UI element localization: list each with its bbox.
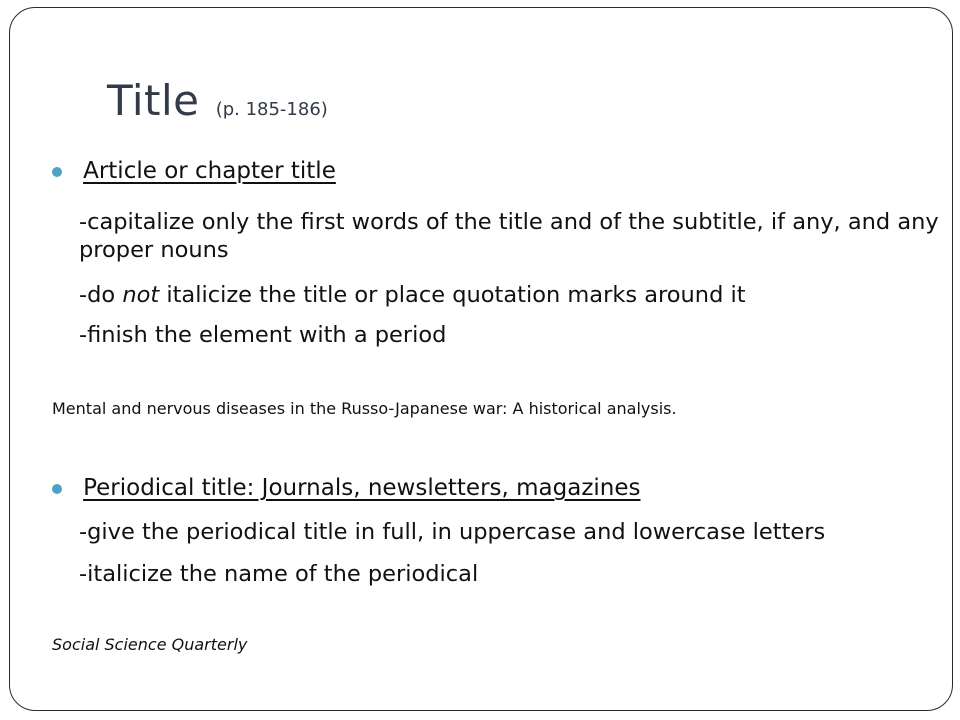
example-periodical-title: Social Science Quarterly bbox=[52, 635, 248, 654]
example-article-title: Mental and nervous diseases in the Russo-Japanese war: A historical analysis. bbox=[52, 399, 677, 418]
rule-no-italics-post: italicize the title or place quotation marks around it bbox=[159, 282, 746, 308]
title-main: Title bbox=[107, 76, 200, 125]
bullet-heading: Article or chapter title bbox=[83, 158, 336, 184]
rule-no-italics-emphasis: not bbox=[122, 282, 160, 308]
rule-full-title: -give the periodical title in full, in uppercase and lowercase letters bbox=[79, 519, 826, 545]
bullet-dot-icon bbox=[52, 167, 62, 177]
rule-capitalize: -capitalize only the first words of the title and of the subtitle, if any, and any proper nouns bbox=[79, 209, 939, 263]
bullet-dot-icon bbox=[52, 484, 62, 494]
rule-no-italics bbox=[79, 281, 746, 309]
title-page-range: (p. 185-186) bbox=[215, 99, 328, 120]
rule-italicize-periodical: -italicize the name of the periodical bbox=[79, 561, 479, 587]
bullet-heading: Periodical title: Journals, newsletters, magazines bbox=[83, 475, 641, 501]
rule-no-italics-pre: -do bbox=[79, 282, 123, 308]
bullet-periodical-title bbox=[52, 475, 641, 501]
bullet-article-title bbox=[52, 158, 336, 184]
slide-title bbox=[107, 76, 328, 125]
rule-period: -finish the element with a period bbox=[79, 322, 447, 348]
